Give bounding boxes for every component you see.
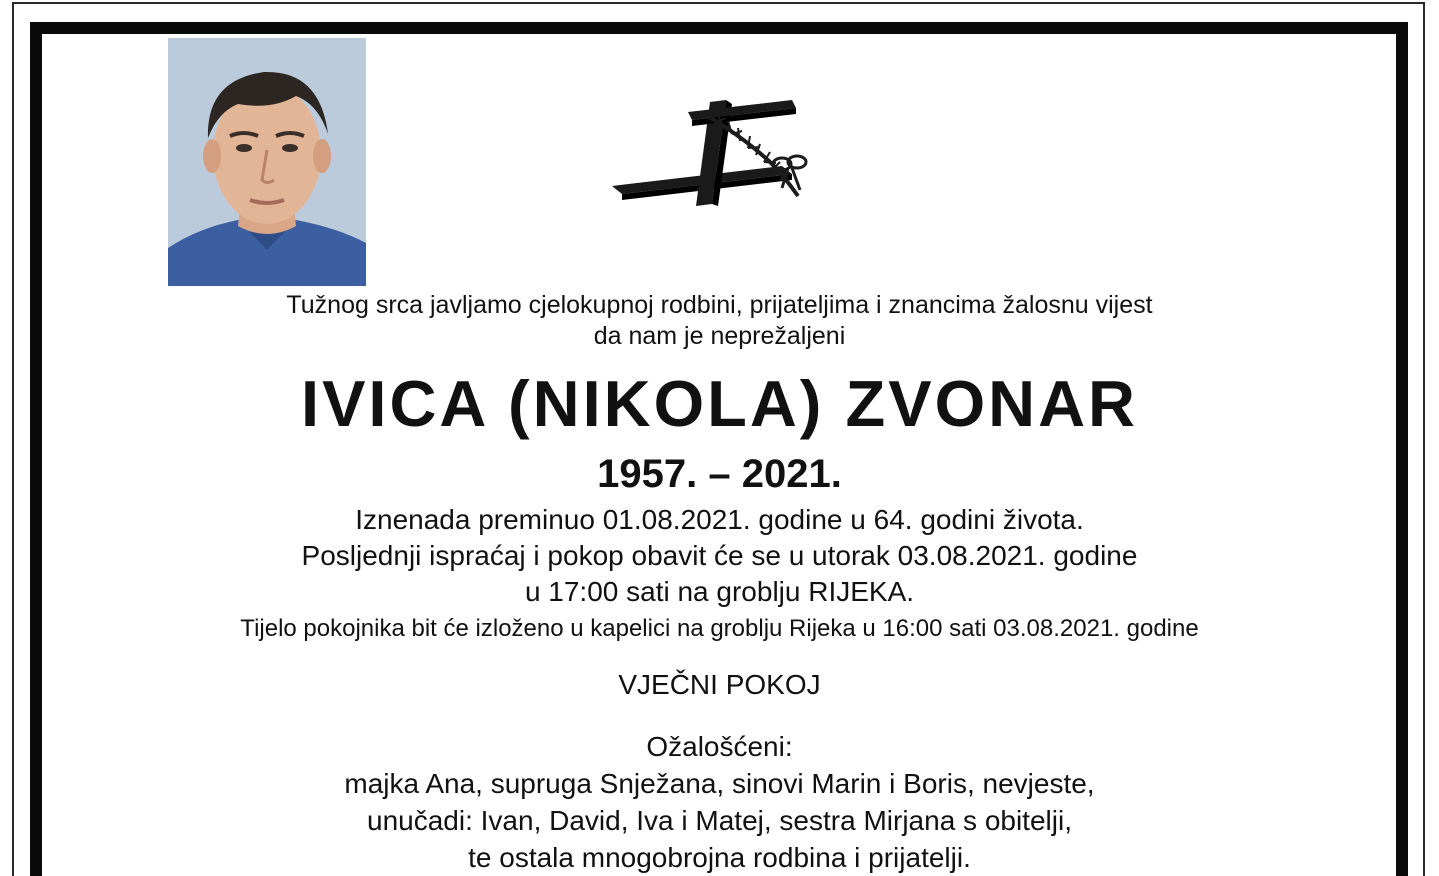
- rest-in-peace: VJEČNI POKOJ: [618, 669, 821, 700]
- mourners-line-2: unučadi: Ivan, David, Iva i Matej, sestra Mirjana s obitelji,: [367, 805, 1072, 836]
- details-line-3: u 17:00 sati na groblju RIJEKA.: [524, 576, 915, 607]
- intro-text: [0, 290, 1439, 352]
- intro-line-2: da nam je neprežaljeni: [593, 322, 846, 350]
- life-years: 1957. – 2021.: [597, 452, 842, 496]
- mourners-section: [0, 728, 1439, 876]
- mourners-line-1: majka Ana, supruga Snježana, sinovi Marin i Boris, nevjeste,: [344, 768, 1095, 799]
- mourners-line-3: te ostala mnogobrojna rodbina i prijatelji.: [468, 842, 971, 873]
- details-line-2: Posljednji ispraćaj i pokop obavit će se u utorak 03.08.2021. godine: [301, 540, 1138, 571]
- viewing-info: Tijelo pokojnika bit će izloženo u kapelici na groblju Rijeka u 16:00 sati 03.08.2021. godine: [240, 615, 1199, 642]
- mourners-heading: Ožalošćeni:: [646, 731, 793, 762]
- details-line-1: Iznenada preminuo 01.08.2021. godine u 64. godini života.: [355, 504, 1084, 535]
- funeral-details: [0, 502, 1439, 610]
- intro-line-1: Tužnog srca javljamo cjelokupnoj rodbini, prijateljima i znancima žalosnu vijest: [286, 291, 1153, 319]
- portrait-photo: [168, 38, 366, 286]
- cross-with-palm-icon: [592, 96, 822, 211]
- deceased-name: IVICA (NIKOLA) ZVONAR: [301, 367, 1138, 440]
